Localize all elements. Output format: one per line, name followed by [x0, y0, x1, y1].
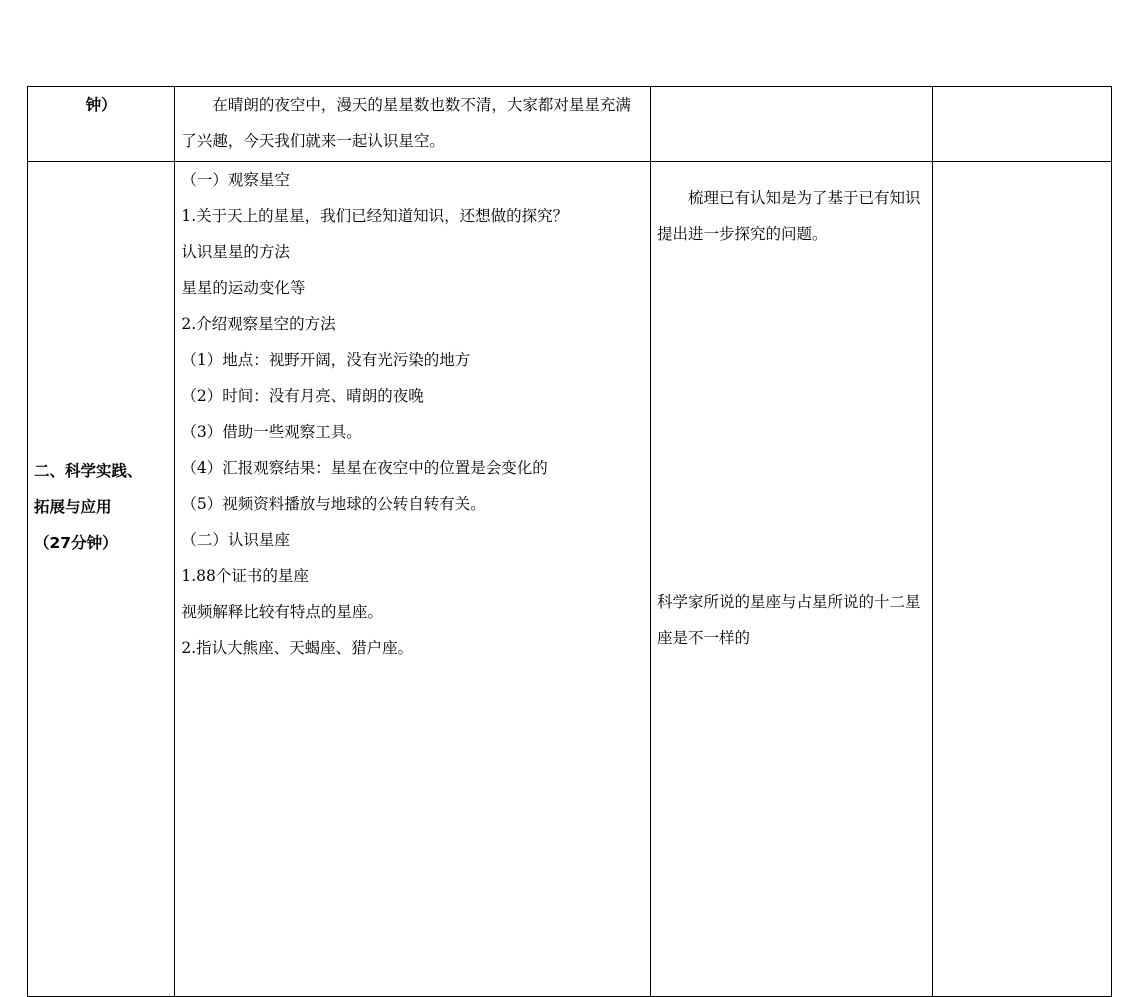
stage-label-line: 拓展与应用: [34, 498, 112, 516]
intent-cell: [651, 162, 933, 997]
stage-duration: （27分钟）: [34, 534, 118, 552]
content-line: （3）借助一些观察工具。: [181, 423, 362, 441]
stage-cell: [28, 162, 175, 997]
content-cell: [175, 87, 651, 162]
content-line: （二）认识星座: [181, 531, 290, 549]
intent-text: 科学家所说的星座与占星所说的十二星座是不一样的: [657, 593, 921, 647]
content-line: 1.88个证书的星座: [181, 567, 309, 585]
content-line: 2.指认大熊座、天蝎座、猎户座。: [181, 639, 414, 657]
content-line: （2）时间：没有月亮、晴朗的夜晚: [181, 387, 424, 405]
extra-cell: [933, 87, 1112, 162]
content-line: （4）汇报观察结果：星星在夜空中的位置是会变化的: [181, 459, 548, 477]
content-line: 1.关于天上的星星，我们已经知道知识，还想做的探究？: [181, 207, 569, 225]
stage-label-line: 二、科学实践、: [34, 462, 143, 480]
content-line: （1）地点：视野开阔，没有光污染的地方: [181, 351, 471, 369]
content-line: 认识星星的方法: [181, 243, 290, 261]
extra-cell: [933, 162, 1112, 997]
content-line: （5）视频资料播放与地球的公转自转有关。: [181, 495, 486, 513]
content-line: （一）观察星空: [181, 171, 290, 189]
intent-cell: [651, 87, 933, 162]
content-line: 星星的运动变化等: [181, 279, 306, 297]
content-line: 2.介绍观察星空的方法: [181, 315, 336, 333]
content-paragraph: 在晴朗的夜空中，漫天的星星数也数不清，大家都对星星充满了兴趣，今天我们就来一起认识星空。: [181, 96, 631, 150]
table-row: [28, 162, 1112, 997]
table-row: [28, 87, 1112, 162]
content-line: 视频解释比较有特点的星座。: [181, 603, 383, 621]
content-cell: [175, 162, 651, 997]
intent-text: 梳理已有认知是为了基于已有知识提出进一步探究的问题。: [657, 189, 921, 243]
stage-label: 钟）: [85, 96, 117, 114]
stage-cell: [28, 87, 175, 162]
lesson-plan-table: [27, 86, 1112, 997]
